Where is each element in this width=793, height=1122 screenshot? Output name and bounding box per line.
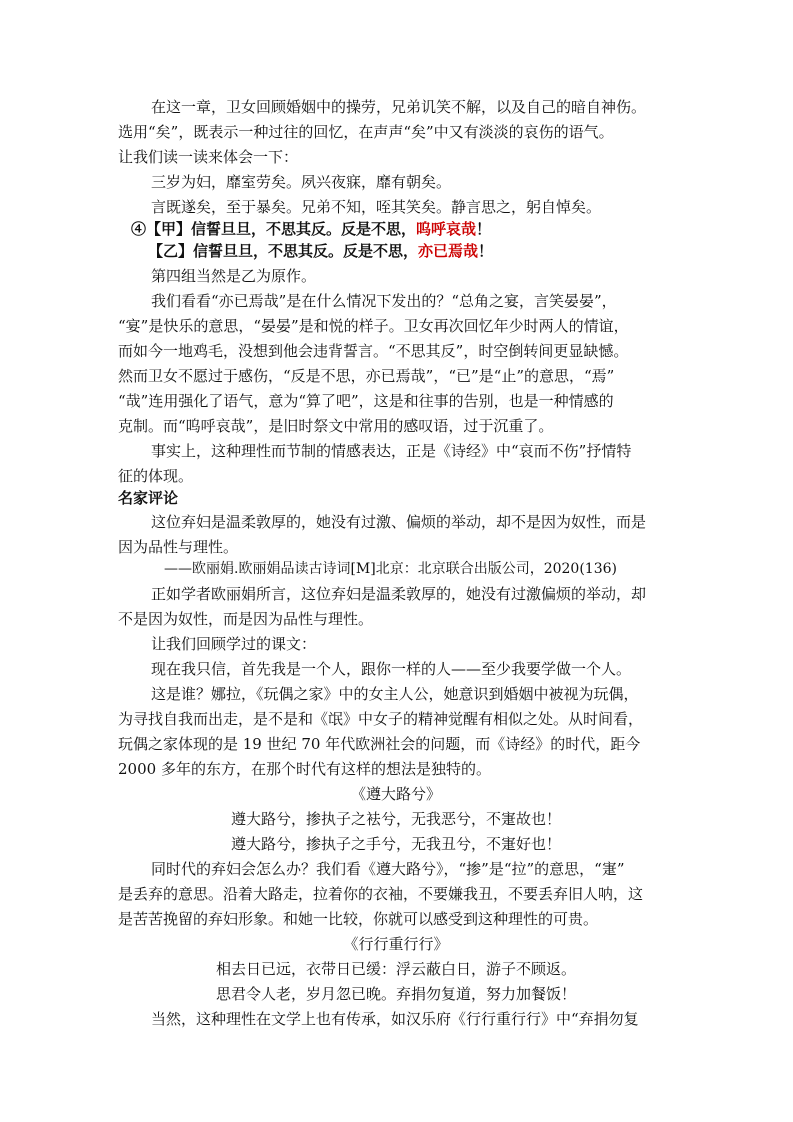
option-b-highlight: 亦已焉哉 [418, 242, 479, 260]
paragraph-line: 征的体现。 [118, 467, 194, 485]
paragraph-line: 2000 多年的东方，在那个时代有这样的想法是独特的。 [118, 760, 491, 778]
paragraph-line: 而如今一地鸡毛，没想到他会违背誓言。“不思其反”，时空倒转间更显缺憾。 [118, 342, 629, 360]
paragraph-line: 克制。而“呜呼哀哉”，是旧时祭文中常用的感叹语，过于沉重了。 [118, 417, 554, 435]
paragraph-line: 因为品性与理性。 [118, 538, 239, 556]
paragraph-line: 当然，这种理性在文学上也有传承，如汉乐府《行行重行行》中“弃捐勿复 [151, 1010, 639, 1028]
quote-line: 三岁为妇，靡室劳矣。夙兴夜寐，靡有朝矣。 [151, 173, 452, 191]
option-a-end: ！ [476, 220, 492, 238]
poem-line: 遵大路兮，掺执子之袪兮，无我恶兮，不寁故也！ [230, 810, 561, 828]
poem-line: 相去日已远，衣带日已缓：浮云蔽白日，游子不顾返。 [215, 960, 576, 978]
poem-line: 思君令人老，岁月忽已晚。弃捐勿复道，努力加餐饭！ [215, 985, 576, 1003]
paragraph-line: 这位弃妇是温柔敦厚的，她没有过激、偏烦的举动，却不是因为奴性，而是 [151, 513, 647, 531]
paragraph-line: 在这一章，卫女回顾婚姻中的操劳，兄弟讥笑不解，以及自己的暗自神伤。 [151, 98, 647, 116]
paragraph-line: 第四组当然是乙为原作。 [151, 267, 317, 285]
option-a-text: ④【甲】信誓旦旦，不思其反。反是不思， [131, 220, 417, 238]
paragraph-line: 选用“矣”，既表示一种过往的回忆，在声声“矣”中又有淡淡的哀伤的语气。 [118, 123, 614, 141]
group4-option-b [148, 240, 493, 262]
quote-line: 现在我只信，首先我是一个人，跟你一样的人——至少我要学做一个人。 [151, 660, 632, 678]
paragraph-line: 是苦苦挽留的弃妇形象。和她一比较，你就可以感受到这种理性的可贵。 [118, 910, 599, 928]
paragraph-line: 不是因为奴性，而是因为品性与理性。 [118, 610, 374, 628]
paragraph-line: 然而卫女不愿过于感伤，“反是不思，亦已焉哉”，“已”是“止”的意思，“焉” [118, 367, 615, 385]
quote-line: 言既遂矣，至于暴矣。兄弟不知，咥其笑矣。静言思之，躬自悼矣。 [151, 198, 602, 216]
option-b-text: 【乙】信誓旦旦，不思其反。反是不思， [148, 242, 419, 260]
paragraph-line: 玩偶之家体现的是 19 世纪 70 年代欧洲社会的问题，而《诗经》的时代，距今 [118, 735, 641, 753]
option-a-highlight: 呜呼哀哉 [416, 220, 477, 238]
paragraph-line: 让我们读一读来体会一下： [118, 148, 299, 166]
paragraph-line: 同时代的弃妇会怎么办？我们看《遵大路兮》，“掺”是“拉”的意思，“寁” [151, 860, 625, 878]
paragraph-line: 事实上，这种理性而节制的情感表达，正是《诗经》中“哀而不伤”抒情特 [151, 442, 632, 460]
paragraph-line: 是丢弃的意思。沿着大路走，拉着你的衣袖，不要嫌我丑，不要丢弃旧人呐，这 [118, 885, 644, 903]
paragraph-line: “哉”连用强化了语气，意为“算了吧”，这是和往事的告别，也是一种情感的 [118, 392, 614, 410]
group4-option-a [131, 218, 491, 240]
paragraph-line: “宴”是快乐的意思，“晏晏”是和悦的样子。卫女再次回忆年少时两人的情谊， [118, 317, 629, 335]
paragraph-line: 为寻找自我而出走，是不是和《氓》中女子的精神觉醒有相似之处。从时间看， [118, 710, 644, 728]
paragraph-line: 正如学者欧丽娟所言，这位弃妇是温柔敦厚的，她没有过激偏烦的举动，却 [151, 585, 647, 603]
paragraph-line: 我们看看“亦已焉哉”是在什么情况下发出的？“总角之宴，言笑晏晏”， [151, 292, 617, 310]
paragraph-line: 这是谁？娜拉，《玩偶之家》中的女主人公，她意识到婚姻中被视为玩偶， [151, 685, 639, 703]
citation: ——欧丽娟.欧丽娟品读古诗词[M]北京：北京联合出版公司，2020(136) [164, 561, 617, 577]
section-heading: 名家评论 [118, 489, 179, 507]
paragraph-line: 让我们回顾学过的课文： [151, 635, 317, 653]
poem-line: 遵大路兮，掺执子之手兮，无我丑兮，不寁好也！ [230, 835, 561, 853]
poem-title: 《行行重行行》 [343, 935, 449, 953]
poem-title: 《遵大路兮》 [350, 785, 441, 803]
option-b-end: ！ [478, 242, 494, 260]
